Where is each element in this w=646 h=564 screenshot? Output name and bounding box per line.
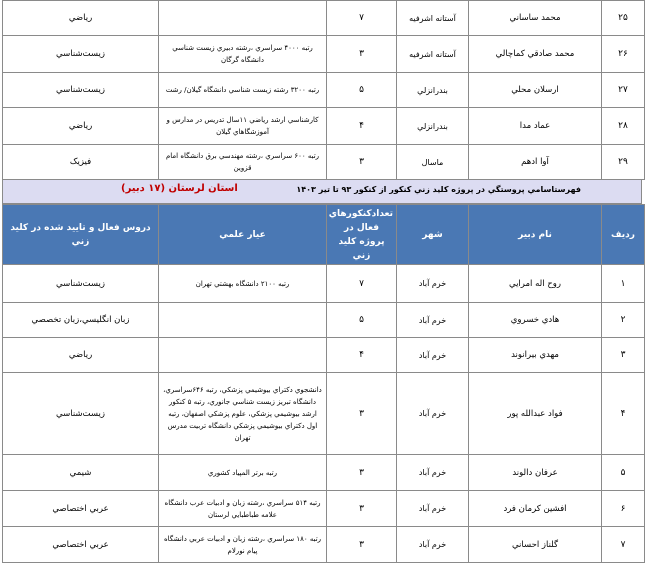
table-row — [3, 145, 645, 180]
lessons: رياضي — [3, 338, 159, 373]
city: بندرانزلي — [397, 108, 469, 145]
merit: رتبه ۴۰۰۰ سراسري ،رشته دبيري زيست شناسي دانشگاه گرگان — [159, 36, 327, 73]
city: ماسال — [397, 145, 469, 180]
teacher-name: آوا ادهم — [469, 145, 602, 180]
row-number: ۲۶ — [602, 36, 645, 73]
lessons: زيست‌شناسي — [3, 373, 159, 455]
lorestan-table — [2, 204, 645, 563]
city: خرم آباد — [397, 265, 469, 303]
merit — [159, 303, 327, 338]
header-count: تعدادكنكورهاي فعال در پروژه كليد زني — [327, 205, 397, 265]
teacher-name: عرفان دالوند — [469, 455, 602, 491]
row-number: ۲۵ — [602, 1, 645, 36]
header-city: شهر — [397, 205, 469, 265]
teacher-name: گلناز احساني — [469, 527, 602, 563]
teacher-name: ارسلان محلي — [469, 73, 602, 108]
row-number: ۲۹ — [602, 145, 645, 180]
active-count: ۳ — [327, 373, 397, 455]
row-number: ۲۷ — [602, 73, 645, 108]
active-count: ۵ — [327, 303, 397, 338]
banner-title: فهرستاسامي پروستگي در پروژه كليد زني كنكور از كنكور ۹۳ تا تير ۱۴۰۳ — [296, 185, 581, 194]
merit: كارشناسي ارشد رياضي ۱۱سال تدريس در مدارس و آموزشگاهاي گيلان — [159, 108, 327, 145]
city: خرم آباد — [397, 303, 469, 338]
active-count: ۳ — [327, 145, 397, 180]
lessons: رياضي — [3, 108, 159, 145]
teacher-name: فواد عبدالله پور — [469, 373, 602, 455]
active-count: ۳ — [327, 491, 397, 527]
teacher-name: محمد ساساني — [469, 1, 602, 36]
section-banner — [2, 179, 642, 204]
merit: رتبه ۳۲۰۰ رشته زيست شناسي دانشگاه گيلان/ رشت — [159, 73, 327, 108]
lessons: شيمي — [3, 455, 159, 491]
row-number: ۱ — [602, 265, 645, 303]
teacher-name: مهدي بيرانوند — [469, 338, 602, 373]
header-merit: عيار علمي — [159, 205, 327, 265]
merit: رتبه ۶۰۰ سراسري ،رشته مهندسي برق دانشگاه امام قزوين — [159, 145, 327, 180]
active-count: ۳ — [327, 36, 397, 73]
city: خرم آباد — [397, 338, 469, 373]
active-count: ۳ — [327, 527, 397, 563]
active-count: ۴ — [327, 338, 397, 373]
table-row — [3, 1, 645, 36]
merit: رتبه ۲۱۰۰ دانشگاه بهشتي تهران — [159, 265, 327, 303]
lessons: زيست‌شناسي — [3, 265, 159, 303]
teacher-name: عماد مدا — [469, 108, 602, 145]
city: خرم آباد — [397, 373, 469, 455]
table-row — [3, 108, 645, 145]
active-count: ۷ — [327, 265, 397, 303]
city: خرم آباد — [397, 527, 469, 563]
table-row — [3, 491, 645, 527]
top-table — [2, 0, 645, 180]
table-row — [3, 373, 645, 455]
city: خرم آباد — [397, 491, 469, 527]
table-row — [3, 265, 645, 303]
row-number: ۷ — [602, 527, 645, 563]
header-name: نام دبير — [469, 205, 602, 265]
province-title: استان لرستان (۱۷ دبير) — [121, 183, 238, 194]
header-row — [3, 205, 645, 265]
row-number: ۶ — [602, 491, 645, 527]
row-number: ۴ — [602, 373, 645, 455]
active-count: ۴ — [327, 108, 397, 145]
lessons: زبان انگليسي،زبان تخصصي — [3, 303, 159, 338]
lessons: عربي اختصاصي — [3, 491, 159, 527]
teacher-name: هادي خسروي — [469, 303, 602, 338]
header-lessons: دروس فعال و تاييد شده در كليد زني — [3, 205, 159, 265]
merit: دانشجوي دكتراي بيوشيمي پزشكي، رتبه ۶۴۶سراسري، دانشگاه تبريز زيست شناسي جانوري، رتبه ۵ كنكور ارشد بيوشيمي پزشكي، علوم پزشكي اصفهان، رتبه اول دكتراي بيوشيمي پزشكي دانشگاه تربيت مدرس تهران — [159, 373, 327, 455]
merit — [159, 338, 327, 373]
row-number: ۳ — [602, 338, 645, 373]
city: بندرانزلي — [397, 73, 469, 108]
merit: رتبه ۱۸۰ سراسري ،رشته زبان و ادبيات عربي دانشگاه پيام نورلام — [159, 527, 327, 563]
teacher-name: محمد صادقي كماچالي — [469, 36, 602, 73]
table-row — [3, 338, 645, 373]
row-number: ۲ — [602, 303, 645, 338]
lessons: رياضي — [3, 1, 159, 36]
active-count: ۷ — [327, 1, 397, 36]
teacher-name: افشين كرمان فرد — [469, 491, 602, 527]
merit: رتبه ۵۱۴ سراسري ،رشته زبان و ادبيات عرب دانشگاه علامه طباطبايي لرستان — [159, 491, 327, 527]
merit — [159, 1, 327, 36]
row-number: ۲۸ — [602, 108, 645, 145]
table-row — [3, 73, 645, 108]
city: آستانه اشرفيه — [397, 1, 469, 36]
lessons: زيست‌شناسي — [3, 73, 159, 108]
active-count: ۵ — [327, 73, 397, 108]
merit: رتبه برتر المپياد كشوري — [159, 455, 327, 491]
active-count: ۳ — [327, 455, 397, 491]
header-radif: رديف — [602, 205, 645, 265]
city: خرم آباد — [397, 455, 469, 491]
lessons: زيست‌شناسي — [3, 36, 159, 73]
teacher-name: روح اله امرايي — [469, 265, 602, 303]
table-row — [3, 36, 645, 73]
table-row — [3, 455, 645, 491]
table-row — [3, 303, 645, 338]
table-row — [3, 527, 645, 563]
lessons: عربي اختصاصي — [3, 527, 159, 563]
row-number: ۵ — [602, 455, 645, 491]
city: آستانه اشرفيه — [397, 36, 469, 73]
lessons: فيزيک — [3, 145, 159, 180]
